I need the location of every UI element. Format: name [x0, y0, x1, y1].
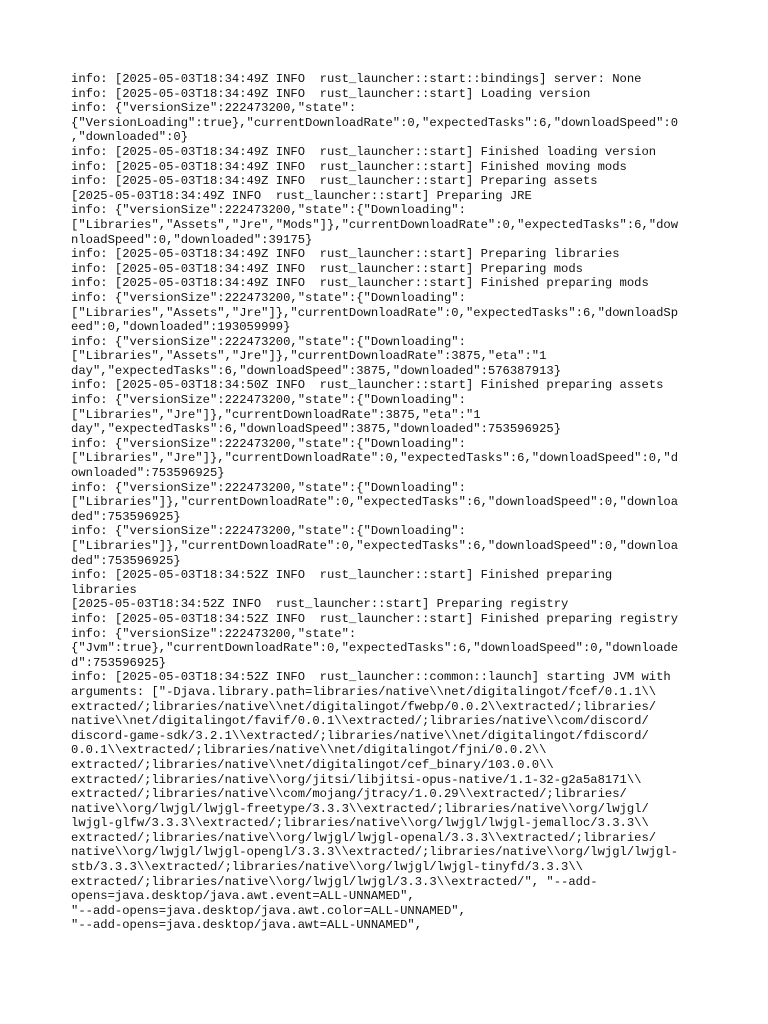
- log-line: ["Libraries","Jre"]},"currentDownloadRate":0,"expectedTasks":6,"downloadSpeed":0,"d: [71, 451, 679, 466]
- log-line: stb/3.3.3\\extracted/;libraries/native\\org/lwjgl/lwjgl-tinyfd/3.3.3\\: [71, 860, 583, 875]
- log-line: nloadSpeed":0,"downloaded":39175}: [71, 232, 313, 247]
- log-line: info: [2025-05-03T18:34:49Z INFO rust_launcher::start] Finished moving mods: [71, 159, 627, 174]
- log-line: ["Libraries","Assets","Jre"]},"currentDownloadRate":0,"expectedTasks":6,"downloadSp: [71, 305, 679, 320]
- log-line: d":753596925}: [71, 655, 167, 670]
- log-line: info: [2025-05-03T18:34:52Z INFO rust_launcher::start] Finished preparing registry: [71, 611, 679, 626]
- log-line: day","expectedTasks":6,"downloadSpeed":3875,"downloaded":753596925}: [71, 422, 562, 437]
- log-line: opens=java.desktop/java.awt.event=ALL-UNNAMED",: [71, 889, 415, 904]
- log-line: extracted/;libraries/native\\net/digitalingot/cef_binary/103.0.0\\: [71, 757, 554, 772]
- log-line: {"VersionLoading":true},"currentDownloadRate":0,"expectedTasks":6,"downloadSpeed":0: [71, 115, 679, 130]
- log-line: info: [2025-05-03T18:34:49Z INFO rust_launcher::start] Finished preparing mods: [71, 276, 649, 291]
- log-line: info: [2025-05-03T18:34:50Z INFO rust_launcher::start] Finished preparing assets: [71, 378, 664, 393]
- log-line: native\\org/lwjgl/lwjgl-opengl/3.3.3\\extracted/;libraries/native\\org/lwjgl/lwjgl-: [71, 845, 679, 860]
- log-line: ["Libraries"]},"currentDownloadRate":0,"expectedTasks":6,"downloadSpeed":0,"downloa: [71, 495, 679, 510]
- log-line: native\\net/digitalingot/favif/0.0.1\\extracted/;libraries/native\\com/discord/: [71, 714, 649, 729]
- log-line: [2025-05-03T18:34:49Z INFO rust_launcher::start] Preparing JRE: [71, 188, 532, 203]
- log-line: info: {"versionSize":222473200,"state":{"Downloading":: [71, 436, 466, 451]
- log-line: extracted/;libraries/native\\org/jitsi/libjitsi-opus-native/1.1-32-g2a5a8171\\: [71, 772, 642, 787]
- log-line: info: [2025-05-03T18:34:49Z INFO rust_launcher::start] Preparing libraries: [71, 247, 620, 262]
- log-line: info: {"versionSize":222473200,"state":{"Downloading":: [71, 524, 466, 539]
- log-line: ["Libraries","Assets","Jre","Mods"]},"currentDownloadRate":0,"expectedTasks":6,"dow: [71, 217, 679, 232]
- log-line: info: {"versionSize":222473200,"state":{"Downloading":: [71, 480, 466, 495]
- log-line: info: [2025-05-03T18:34:49Z INFO rust_launcher::start] Loading version: [71, 86, 591, 101]
- log-line: native\\org/lwjgl/lwjgl-freetype/3.3.3\\extracted/;libraries/native\\org/lwjgl/: [71, 801, 649, 816]
- log-line: [2025-05-03T18:34:52Z INFO rust_launcher::start] Preparing registry: [71, 597, 569, 612]
- log-line: arguments: ["-Djava.library.path=libraries/native\\net/digitalingot/fcef/0.1.1\\: [71, 684, 657, 699]
- log-line: ,"downloaded":0}: [71, 130, 189, 145]
- log-line: eed":0,"downloaded":193059999}: [71, 320, 291, 335]
- log-line: info: {"versionSize":222473200,"state":: [71, 101, 357, 116]
- log-line: info: [2025-05-03T18:34:52Z INFO rust_launcher::common::launch] starting JVM with: [71, 670, 671, 685]
- log-line: info: [2025-05-03T18:34:49Z INFO rust_launcher::start] Preparing mods: [71, 261, 583, 276]
- log-output: [71, 72, 761, 933]
- log-line: info: {"versionSize":222473200,"state":{"Downloading":: [71, 393, 466, 408]
- log-line: ded":753596925}: [71, 553, 181, 568]
- log-line: info: [2025-05-03T18:34:52Z INFO rust_launcher::start] Finished preparing: [71, 568, 613, 583]
- log-line: "--add-opens=java.desktop/java.awt=ALL-UNNAMED",: [71, 918, 423, 933]
- log-line: extracted/;libraries/native\\org/lwjgl/lwjgl-openal/3.3.3\\extracted/;libraries/: [71, 830, 657, 845]
- log-line: info: {"versionSize":222473200,"state":{"Downloading":: [71, 203, 466, 218]
- log-line: extracted/;libraries/native\\com/mojang/jtracy/1.0.29\\extracted/;libraries/: [71, 787, 627, 802]
- log-line: {"Jvm":true},"currentDownloadRate":0,"expectedTasks":6,"downloadSpeed":0,"downloade: [71, 641, 679, 656]
- log-line: ["Libraries"]},"currentDownloadRate":0,"expectedTasks":6,"downloadSpeed":0,"downloa: [71, 539, 679, 553]
- log-line: ["Libraries","Assets","Jre"]},"currentDownloadRate":3875,"eta":"1: [71, 349, 547, 364]
- log-line: ded":753596925}: [71, 509, 181, 524]
- log-line: discord-game-sdk/3.2.1\\extracted/;libraries/native\\net/digitalingot/fdiscord/: [71, 728, 649, 743]
- log-line: ownloaded":753596925}: [71, 466, 225, 481]
- log-line: libraries: [71, 582, 137, 597]
- log-line: info: [2025-05-03T18:34:49Z INFO rust_launcher::start] Finished loading version: [71, 144, 657, 159]
- log-line: info: {"versionSize":222473200,"state":{"Downloading":: [71, 290, 466, 305]
- log-line: info: {"versionSize":222473200,"state":: [71, 626, 357, 641]
- log-line: info: {"versionSize":222473200,"state":{"Downloading":: [71, 334, 466, 349]
- log-line: info: [2025-05-03T18:34:49Z INFO rust_launcher::start] Preparing assets: [71, 174, 598, 189]
- log-line: lwjgl-glfw/3.3.3\\extracted/;libraries/native\\org/lwjgl/lwjgl-jemalloc/3.3.3\\: [71, 816, 649, 831]
- log-line: extracted/;libraries/native\\org/lwjgl/lwjgl/3.3.3\\extracted/", "--add-: [71, 874, 598, 889]
- log-line: 0.0.1\\extracted/;libraries/native\\net/digitalingot/fjni/0.0.2\\: [71, 743, 547, 758]
- log-line: extracted/;libraries/native\\net/digitalingot/fwebp/0.0.2\\extracted/;libraries/: [71, 699, 657, 714]
- log-line: info: [2025-05-03T18:34:49Z INFO rust_launcher::start::bindings] server: None: [71, 72, 642, 86]
- log-line: ["Libraries","Jre"]},"currentDownloadRate":3875,"eta":"1: [71, 407, 481, 422]
- log-line: day","expectedTasks":6,"downloadSpeed":3875,"downloaded":576387913}: [71, 363, 562, 378]
- log-line: "--add-opens=java.desktop/java.awt.color=ALL-UNNAMED",: [71, 903, 466, 918]
